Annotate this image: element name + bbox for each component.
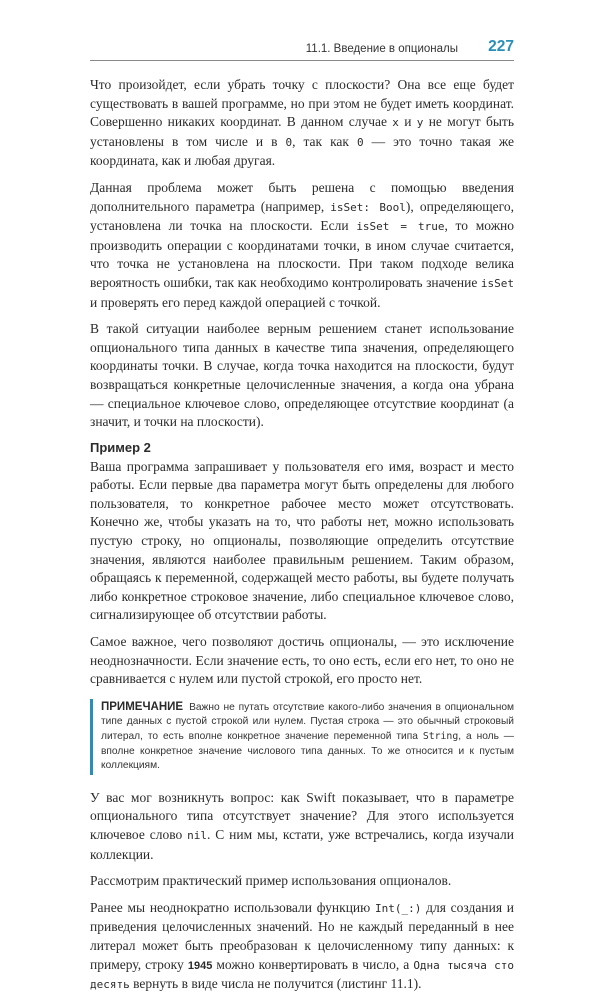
paragraph-4: Ваша программа запрашивает у пользователя его имя, возраст и место работы. Если первые два параметра могут быть определены для любого пользователя, то конкретное рабочее место может отсутствовать. Конечно же, чтобы указать на то, что работы нет, можно использовать пустую строку, но опционалы, позволяющие определить отсутствие значения, являются наиболее правильным решением. Таким образом, обращаясь к переменной, содержащей место работы, вы будете получать либо конкретное строковое значение, либо специальное ключевое слово, сигнализирующее об отсутствии работы. xyxy=(90,458,514,623)
code-x: x xyxy=(392,116,399,130)
example-heading: Пример 2 xyxy=(90,439,151,455)
paragraph-2: Данная проблема может быть решена с помощью введения дополнительного параметра (например, isSet: Bool), определяющего, установлена ли точка на плоскости. Если isSet = true, то можно производить операции с координатами точки, в ином случае считается, что точка не установлена на плоскости. При таком подходе велика вероятность ошибки, так как необходимо контролировать значение isSet и проверять его перед каждой операцией с точкой. xyxy=(90,179,514,310)
header-rule xyxy=(90,60,514,61)
number-1945: 1945 xyxy=(187,959,213,972)
code-zero: 0 xyxy=(356,135,364,149)
code-isset: isSet xyxy=(480,276,514,290)
code-isset-true: isSet = true xyxy=(356,220,445,234)
code-zero: 0 xyxy=(285,135,293,149)
code-int-function: Int(_:) xyxy=(375,901,422,915)
paragraph-1: Что произойдет, если убрать точку с плоскости? Она все еще будет существовать в вашей программе, но при этом не будет иметь координат. Совершенно никаких координат. В данном случае x и y не могут быть установлены в том числе и в 0, так как 0 — это точно такая же координата, как и любая другая. xyxy=(90,77,514,169)
page-number: 227 xyxy=(488,38,514,55)
paragraph-6: У вас мог возникнуть вопрос: как Swift показывает, что в параметре опционального типа отсутствует значение? Для этого используется ключевое слово nil. С ним мы, кстати, уже встречались, когда изучали коллекции. xyxy=(90,789,514,862)
page-header xyxy=(90,38,514,56)
code-y: y xyxy=(416,116,424,130)
paragraph-7: Рассмотрим практический пример использования опционалов. xyxy=(90,873,452,889)
paragraph-5: Самое важное, чего позволяют достичь опционалы, — это исключение неоднозначности. Если значение есть, то оно есть, если его нет, то оно не сравнивается с нулем или пустой строкой, его просто нет. xyxy=(90,634,514,687)
paragraph-8: Ранее мы неоднократно использовали функцию Int(_:) для создания и приведения целочисленных значений. Но не каждый переданный в нее литерал может быть преобразован к целочисленному типу данных: к примеру, строку 1945 можно конвертировать в число, а Одна тысяча сто десять вернуть в виде числа не получится (листинг 11.1). xyxy=(90,899,515,992)
paragraph-3: В такой ситуации наиболее верным решением станет использование опционального типа данных в качестве типа значения, определяющего координаты точки. В случае, когда точка находится на плоскости, будут возвращаться конкретные целочисленные значения, а когда она убрана — специальное ключевое слово, определяющее отсутствие координат (а значит, и точки на плоскости). xyxy=(90,321,514,430)
note-label: ПРИМЕЧАНИЕ xyxy=(101,700,184,713)
page-body xyxy=(90,76,514,1003)
running-head: 11.1. Введение в опционалы xyxy=(305,43,458,55)
code-text-number: Одна тысяча сто десять xyxy=(90,958,514,992)
code-nil: nil xyxy=(187,828,208,842)
code-isset-bool: isSet: Bool xyxy=(330,200,406,214)
note-box: ПРИМЕЧАНИЕ Важно не путать отсутствие какого-либо значения в опциональном типе данных с пустой строкой или нулем. Пустая строка — это обычный строковый литерал, то есть вполне конкретное значение переменной типа String, а ноль — вполне конкретное значение числового типа данных. То же относится и к пустым коллекциям. xyxy=(90,699,514,775)
code-string: String xyxy=(422,731,459,742)
